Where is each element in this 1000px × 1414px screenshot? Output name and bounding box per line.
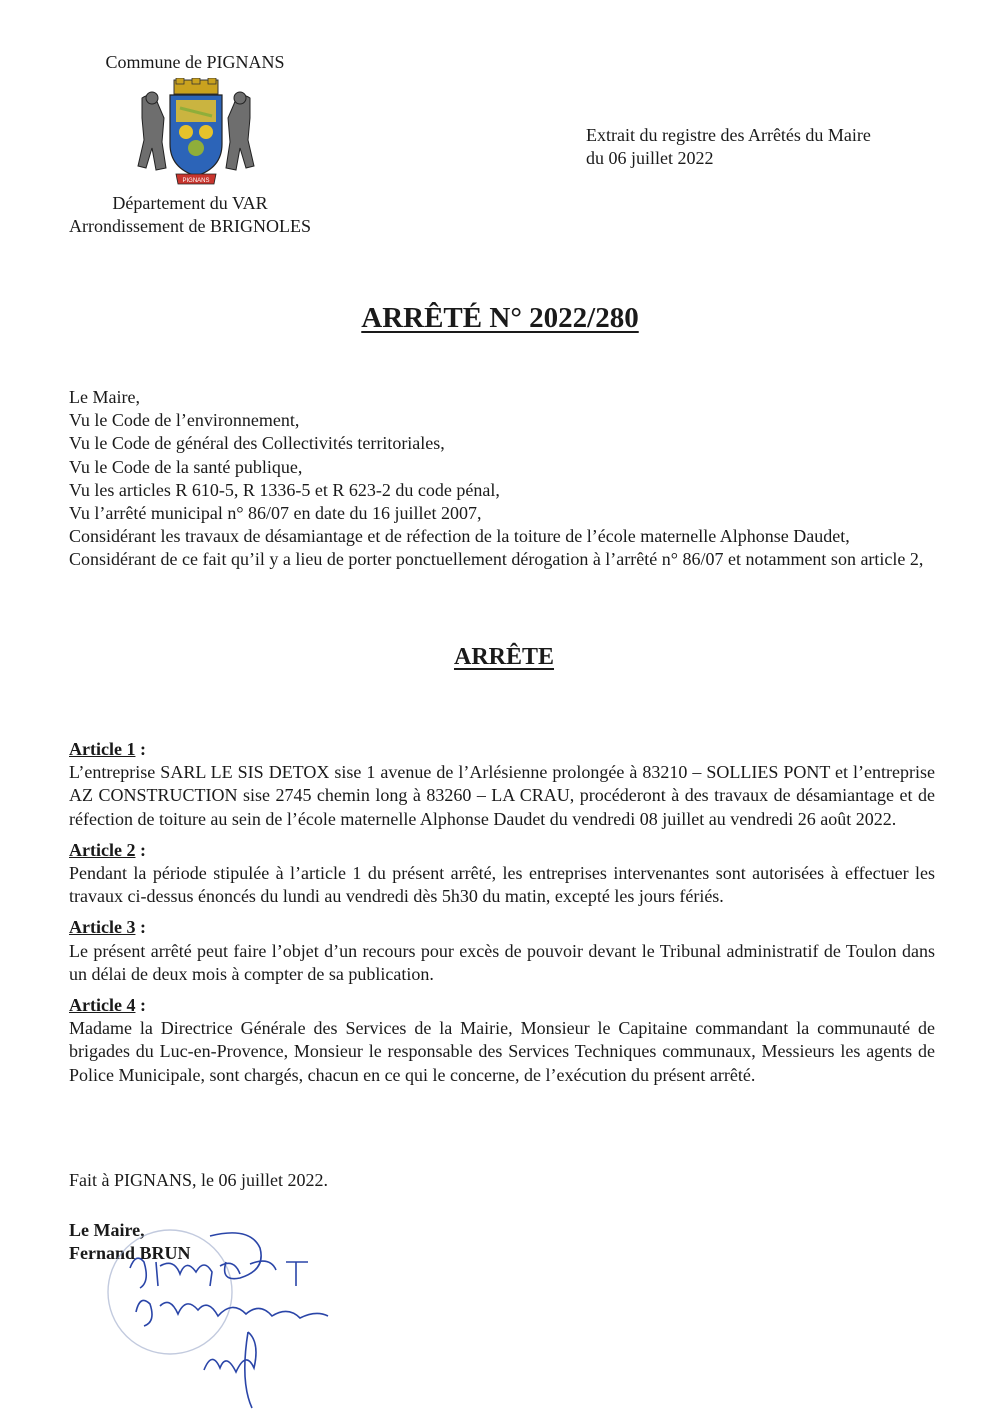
preamble-line: Vu le Code de la santé publique, xyxy=(69,456,303,477)
article-2: Article 2 : Pendant la période stipulée à l’article 1 du présent arrêté, les entreprises intervenantes sont autorisées à effectuer les travaux ci-dessus énoncés du lundi au vendredi dès 5h30 du matin, excepté les jours fériés. xyxy=(69,839,935,909)
departement: Département du VAR xyxy=(112,193,268,213)
article-heading: Article 3 xyxy=(69,917,136,938)
article-body: Pendant la période stipulée à l’article 1 du présent arrêté, les entreprises intervenantes sont autorisées à effectuer les travaux ci-dessus énoncés du lundi au vendredi dès 5h30 du matin, excepté les jours fériés. xyxy=(69,863,935,907)
closing-line: Fait à PIGNANS, le 06 juillet 2022. xyxy=(69,1170,328,1190)
signatory-name: Fernand BRUN xyxy=(69,1243,191,1263)
preamble-line: Considérant de ce fait qu’il y a lieu de porter ponctuellement dérogation à l’arrêté n° 86/07 et notamment son article 2, xyxy=(69,549,924,570)
preamble-line: Vu les articles R 610-5, R 1336-5 et R 623-2 du code pénal, xyxy=(69,479,500,500)
handwritten-signature-icon xyxy=(100,1222,350,1412)
arrondissement: Arrondissement de BRIGNOLES xyxy=(69,216,311,236)
article-3: Article 3 : Le présent arrêté peut faire l’objet d’un recours pour excès de pouvoir devant le Tribunal administratif de Toulon dans un délai de deux mois à compter de sa publication. xyxy=(69,916,935,986)
article-body: Le présent arrêté peut faire l’objet d’un recours pour excès de pouvoir devant le Tribunal administratif de Toulon dans un délai de deux mois à compter de sa publication. xyxy=(69,940,935,984)
preamble-line: Vu le Code de l’environnement, xyxy=(69,410,300,431)
preamble xyxy=(69,386,939,572)
article-body: Madame la Directrice Générale des Services de la Mairie, Monsieur le Capitaine commandant la communauté de brigades du Luc-en-Provence, Monsieur le responsable des Services Techniques communaux, Messieurs les agents de Police Municipale, sont chargés, chacun en ce qui le concerne, de l’exécution du présent arrêté. xyxy=(69,1018,935,1085)
commune-name: Commune de PIGNANS xyxy=(105,52,285,72)
extract-line-1: Extrait du registre des Arrêtés du Maire xyxy=(586,125,871,145)
article-body: L’entreprise SARL LE SIS DETOX sise 1 avenue de l’Arlésienne prolongée à 83210 – SOLLIES PONT et l’entreprise AZ CONSTRUCTION sise 2745 chemin long à 83260 – LA CRAU, procéderont à des travaux de désamiantage et de réfection de toiture au sein de l’école maternelle Alphonse Daudet du vendredi 08 juillet au vendredi 26 août 2022. xyxy=(69,762,935,829)
article-1: Article 1 : L’entreprise SARL LE SIS DETOX sise 1 avenue de l’Arlésienne prolongée à 83210 – SOLLIES PONT et l’entreprise AZ CONSTRUCTION sise 2745 chemin long à 83260 – LA CRAU, procéderont à des travaux de désamiantage et de réfection de toiture au sein de l’école maternelle Alphonse Daudet du vendredi 08 juillet au vendredi 26 août 2022. xyxy=(69,738,935,831)
decree-title: ARRÊTÉ N° 2022/280 xyxy=(361,302,639,334)
preamble-line: Vu l’arrêté municipal n° 86/07 en date du 16 juillet 2007, xyxy=(69,503,482,524)
article-heading: Article 1 xyxy=(69,739,136,759)
arrete-heading: ARRÊTE xyxy=(453,644,555,670)
preamble-line: Considérant les travaux de désamiantage et de réfection de la toiture de l’école maternelle Alphonse Daudet, xyxy=(69,526,850,547)
signatory-role: Le Maire, xyxy=(69,1220,145,1240)
extract-line-2: du 06 juillet 2022 xyxy=(586,148,714,168)
departement-block xyxy=(0,192,380,238)
crest-banner-label: PIGNANS xyxy=(182,178,210,184)
coat-of-arms-icon xyxy=(128,78,264,188)
article-4: Article 4 : Madame la Directrice Générale des Services de la Mairie, Monsieur le Capitaine commandant la communauté de brigades du Luc-en-Provence, Monsieur le responsable des Services Techniques communaux, Messieurs les agents de Police Municipale, sont chargés, chacun en ce qui le concerne, de l’exécution du présent arrêté. xyxy=(69,994,935,1087)
preamble-line: Vu le Code de général des Collectivités territoriales, xyxy=(69,433,445,454)
preamble-line: Le Maire, xyxy=(69,387,140,407)
article-heading: Article 2 xyxy=(69,839,136,860)
article-heading: Article 4 xyxy=(69,995,136,1016)
register-extract xyxy=(586,124,966,170)
articles xyxy=(69,738,935,1095)
